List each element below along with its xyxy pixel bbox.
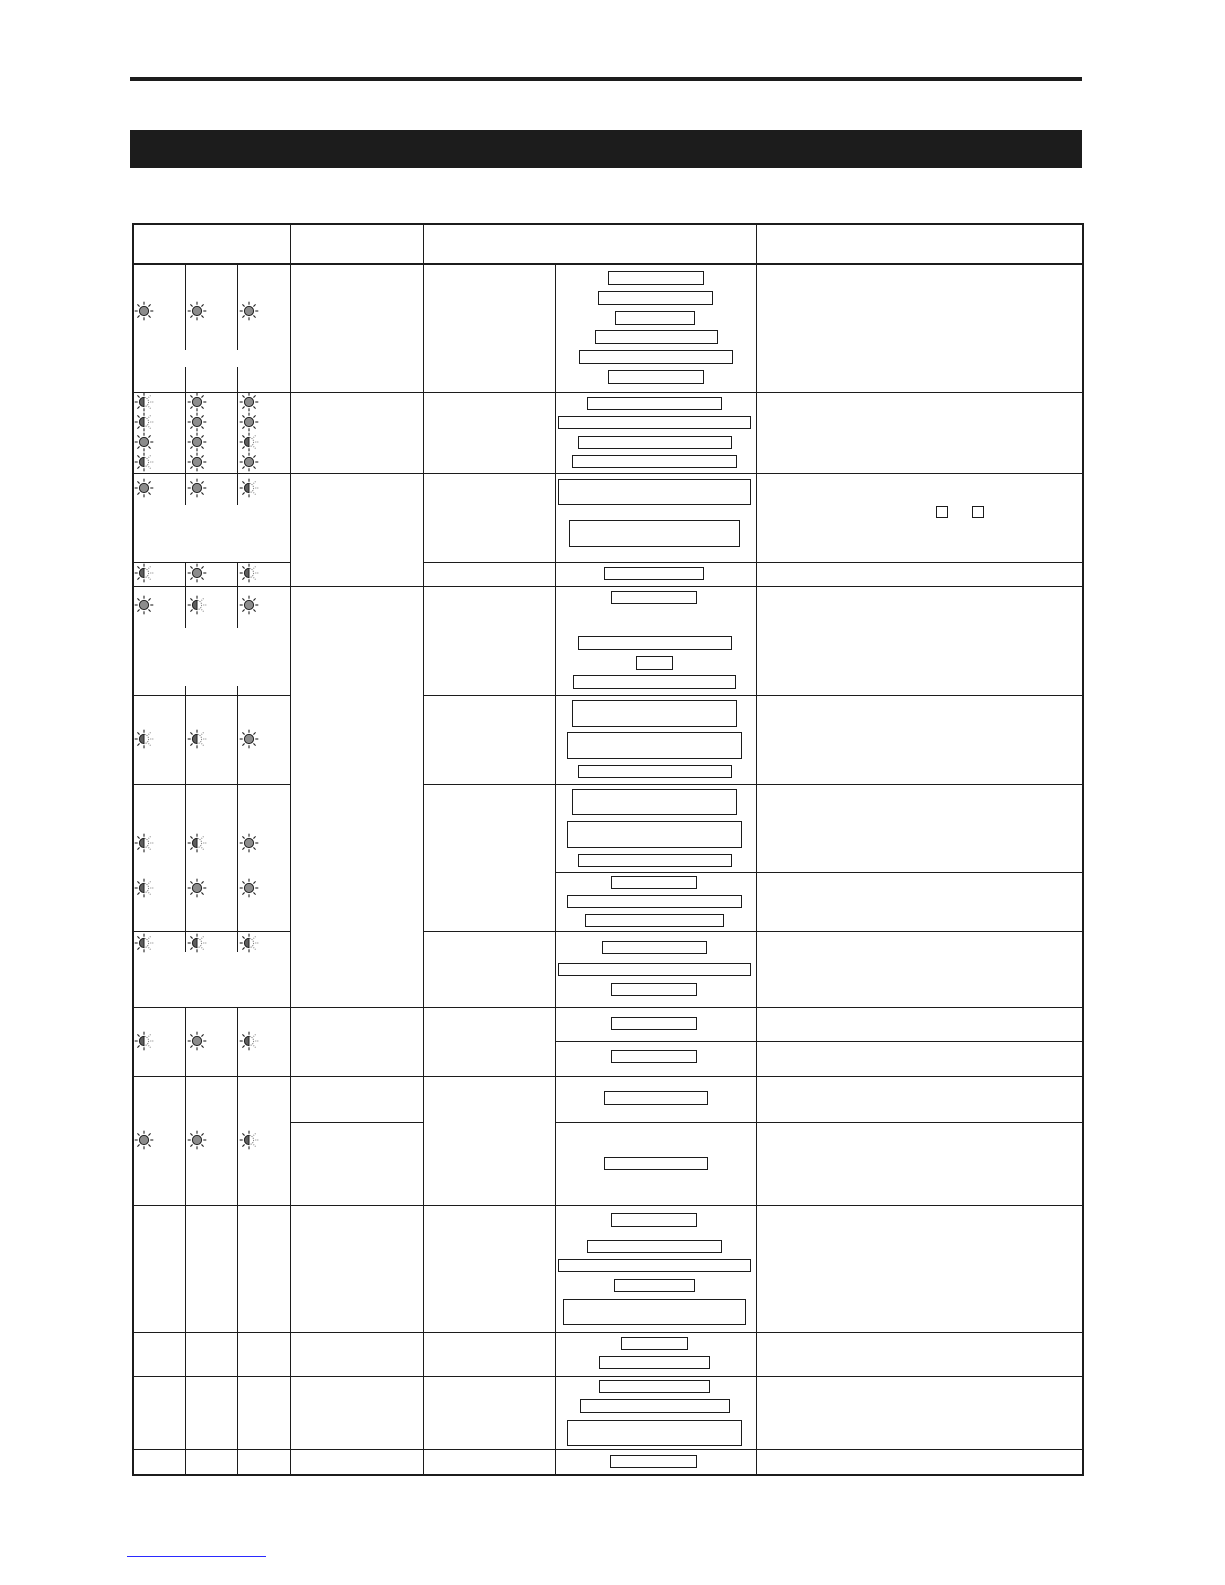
label-box — [567, 1420, 742, 1446]
table-rule — [132, 1007, 1083, 1008]
label-box — [567, 895, 742, 908]
led-half-lit-icon — [187, 729, 207, 749]
table-rule — [555, 872, 1083, 873]
label-box — [610, 1455, 697, 1468]
table-column-rule — [237, 264, 238, 350]
led-half-lit-icon — [187, 933, 207, 953]
label-box — [611, 591, 697, 604]
table-rule — [423, 784, 1083, 785]
table-column-rule — [185, 367, 186, 505]
table-rule — [290, 1122, 423, 1123]
label-box — [611, 876, 697, 889]
label-box — [578, 436, 732, 449]
label-box — [579, 350, 733, 364]
led-half-lit-icon — [239, 1130, 259, 1150]
led-on-icon — [239, 833, 259, 853]
led-on-icon — [239, 878, 259, 898]
section-banner — [130, 130, 1082, 168]
led-half-lit-icon — [134, 1031, 154, 1051]
led-half-lit-icon — [239, 933, 259, 953]
led-off-icon — [187, 392, 207, 412]
label-box — [567, 732, 742, 759]
indicator-table — [132, 223, 1084, 1476]
label-box — [580, 1399, 730, 1413]
table-column-rule — [185, 562, 186, 628]
led-on-icon — [134, 432, 154, 452]
led-on-icon — [187, 452, 207, 472]
label-box — [604, 1091, 708, 1105]
label-box — [558, 479, 751, 505]
label-box — [599, 1380, 710, 1393]
label-box — [572, 789, 737, 815]
table-rule — [555, 1122, 1083, 1123]
label-box — [572, 455, 737, 468]
table-rule — [132, 586, 1083, 587]
table-column-rule — [423, 223, 424, 1475]
led-on-icon — [187, 1130, 207, 1150]
table-column-rule — [237, 1007, 238, 1475]
label-box — [572, 700, 737, 727]
label-box — [558, 963, 751, 976]
led-off-icon — [187, 301, 207, 321]
label-box — [573, 675, 736, 689]
led-on-icon — [187, 1031, 207, 1051]
table-header-rule — [132, 263, 1083, 265]
led-off-icon — [134, 301, 154, 321]
led-half-lit-icon — [134, 412, 154, 432]
label-box — [621, 1337, 688, 1350]
table-column-rule — [185, 686, 186, 952]
table-rule — [132, 784, 290, 785]
led-half-lit-icon — [187, 595, 207, 615]
table-rule — [132, 1076, 1083, 1077]
label-box — [558, 1259, 751, 1272]
led-off-icon — [134, 1130, 154, 1150]
key-symbol-box — [972, 506, 984, 518]
label-box — [602, 941, 707, 954]
led-half-lit-icon — [134, 729, 154, 749]
table-column-rule — [237, 686, 238, 952]
led-on-icon — [187, 412, 207, 432]
label-box — [598, 291, 713, 305]
led-off-icon — [239, 452, 259, 472]
led-half-lit-icon — [134, 933, 154, 953]
led-off-icon — [187, 478, 207, 498]
table-rule — [132, 562, 290, 563]
label-box — [615, 311, 695, 325]
label-box — [587, 397, 722, 410]
label-box — [595, 330, 718, 344]
led-half-lit-icon — [239, 1031, 259, 1051]
label-box — [599, 1356, 710, 1369]
table-rule — [132, 1376, 1083, 1377]
table-rule — [132, 1205, 1083, 1206]
table-rule — [132, 392, 1083, 393]
table-column-rule — [756, 223, 757, 1475]
label-box — [614, 1279, 695, 1292]
table-rule — [555, 1041, 1083, 1042]
led-half-lit-icon — [134, 878, 154, 898]
led-off-icon — [239, 301, 259, 321]
label-box — [569, 520, 740, 547]
table-column-rule — [185, 264, 186, 350]
table-rule — [132, 1332, 1083, 1333]
table-column-rule — [290, 223, 291, 1475]
label-box — [567, 821, 742, 848]
led-off-icon — [239, 595, 259, 615]
label-box — [604, 567, 704, 580]
led-on-icon — [187, 432, 207, 452]
led-off-icon — [187, 878, 207, 898]
table-column-rule — [185, 1007, 186, 1475]
led-off-icon — [187, 563, 207, 583]
table-rule — [423, 931, 1083, 932]
table-column-rule — [237, 367, 238, 505]
led-off-icon — [134, 595, 154, 615]
label-box — [611, 983, 697, 996]
table-column-rule — [237, 562, 238, 628]
led-half-lit-icon — [134, 392, 154, 412]
table-rule — [132, 931, 290, 932]
led-half-lit-icon — [134, 833, 154, 853]
label-box — [578, 854, 732, 867]
label-box — [563, 1299, 746, 1325]
led-half-lit-icon — [239, 478, 259, 498]
led-off-icon — [239, 392, 259, 412]
label-box — [636, 656, 673, 670]
label-box — [578, 636, 732, 650]
table-rule — [132, 473, 1083, 474]
label-box — [611, 1213, 697, 1227]
table-rule — [423, 562, 1083, 563]
led-half-lit-icon — [134, 452, 154, 472]
led-half-lit-icon — [239, 563, 259, 583]
table-rule — [423, 695, 1083, 696]
label-box — [608, 271, 704, 285]
label-box — [611, 1050, 697, 1063]
led-half-lit-icon — [187, 833, 207, 853]
label-box — [608, 370, 704, 384]
led-half-lit-icon — [134, 563, 154, 583]
table-rule — [132, 1449, 1083, 1450]
footer-link[interactable] — [127, 1556, 266, 1557]
led-off-icon — [134, 478, 154, 498]
table-column-rule — [555, 264, 556, 1475]
label-box — [578, 765, 732, 778]
led-half-lit-icon — [239, 432, 259, 452]
table-rule — [132, 695, 290, 696]
label-box — [604, 1157, 708, 1170]
key-symbol-box — [936, 506, 948, 518]
led-on-icon — [239, 412, 259, 432]
led-off-icon — [239, 729, 259, 749]
header-rule — [130, 77, 1082, 81]
label-box — [585, 914, 724, 927]
label-box — [611, 1017, 697, 1030]
label-box — [558, 416, 751, 429]
label-box — [587, 1240, 722, 1253]
